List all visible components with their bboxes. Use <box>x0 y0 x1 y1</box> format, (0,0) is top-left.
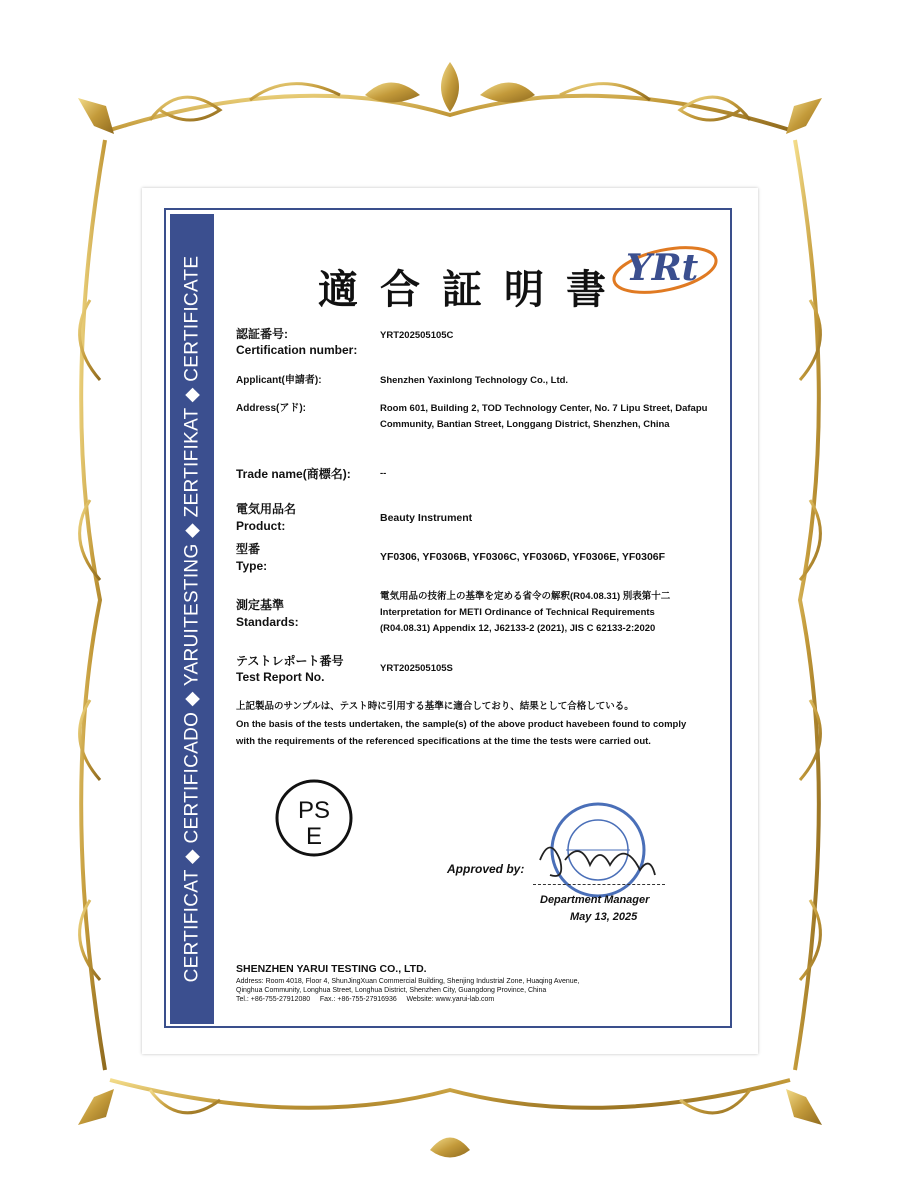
type-label-en: Type: <box>236 559 268 573</box>
cert-label-en: Certification number: <box>236 343 358 357</box>
statement-jp: 上記製品のサンプルは、テスト時に引用する基準に適合しており、結果として合格している。 <box>236 701 634 712</box>
standards-label-jp: 測定基準 <box>236 598 285 612</box>
footer-address-line1: Address: Room 4018, Floor 4, ShunJingXuan Commercial Building, Shenjing Industrial Zone, Huaqing Avenue, <box>236 978 580 985</box>
address-label: Address(アド): <box>236 403 307 414</box>
sidebar-text: CERTIFICAT ◆ CERTIFICADO ◆ YARUITESTING ◆ ZERTIFIKAT ◆ CERTIFICATE <box>181 255 203 983</box>
report-label-jp: テストレポート番号 <box>236 654 344 668</box>
trade-name-value: -- <box>380 468 387 479</box>
cert-value: YRT202505105C <box>380 330 454 341</box>
report-label-en: Test Report No. <box>236 670 325 684</box>
approval-date: May 13, 2025 <box>570 911 638 923</box>
standards-label-en: Standards: <box>236 615 299 629</box>
product-label-en: Product: <box>236 519 286 533</box>
standards-value: 電気用品の技術上の基準を定める省令の解釈(R04.08.31) 別表第十二 Interpretation for METI Ordinance of Technical Requirements (R04.08.31) Appendix 12, J62133-2 (2021), JIS C 62133-2:2020 <box>380 591 671 634</box>
yrt-logo <box>610 232 720 302</box>
product-value: Beauty Instrument <box>380 512 473 524</box>
manager-title: Department Manager <box>540 894 650 906</box>
trade-name-label: Trade name(商標名): <box>236 467 351 481</box>
footer-company: SHENZHEN YARUI TESTING CO., LTD. <box>236 963 427 975</box>
pse-line2: E <box>305 823 323 850</box>
applicant-value: Shenzhen Yaxinlong Technology Co., Ltd. <box>380 375 569 386</box>
signature-line <box>533 884 665 885</box>
document-title: 適合証明書 <box>318 266 628 313</box>
type-label-jp: 型番 <box>236 542 261 556</box>
cert-label-jp: 認証番号: <box>236 327 288 341</box>
footer-address <box>236 977 676 1004</box>
type-value: YF0306, YF0306B, YF0306C, YF0306D, YF0306E, YF0306F <box>380 551 666 563</box>
pse-mark-icon <box>274 778 354 858</box>
logo-text: YRt <box>626 247 699 289</box>
report-value: YRT202505105S <box>380 663 453 674</box>
product-label-jp: 電気用品名 <box>236 502 297 516</box>
signature-icon <box>530 830 665 885</box>
approved-by-label: Approved by: <box>447 862 525 876</box>
pse-line1: PS <box>297 797 331 824</box>
applicant-label: Applicant(申請者): <box>236 375 322 386</box>
address-value: Room 601, Building 2, TOD Technology Center, No. 7 Lipu Street, Dafapu Community, Bantian Street, Longgang District, Shenzhen, China <box>380 403 708 430</box>
statement-en: On the basis of the tests undertaken, the sample(s) of the above product havebeen found to comply with the requirements of the referenced specifications at the time the tests were carried out. <box>236 719 687 747</box>
footer-address-line2: Qinghua Community, Longhua Street, Longhua District, Shenzhen City, Guangdong Province, China <box>236 987 547 994</box>
footer-contact: Tel.: +86-755-27912080 Fax.: +86-755-27916936 Website: www.yarui-lab.com <box>236 996 495 1003</box>
